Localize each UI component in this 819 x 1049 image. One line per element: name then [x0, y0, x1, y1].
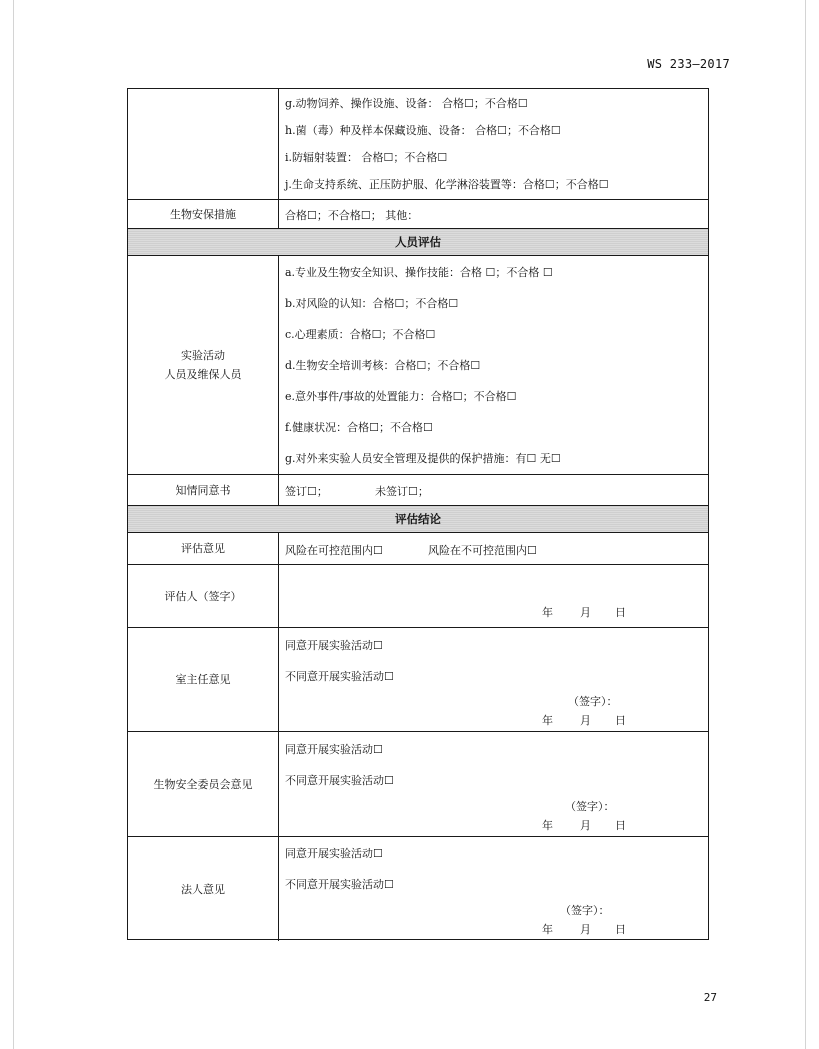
personnel-label-line2: 人员及维保人员 — [164, 368, 242, 381]
committee-label: 生物安全委员会意见 — [128, 732, 279, 836]
legal-row — [128, 837, 708, 941]
opinion-uncontrollable: 风险在不可控范围内☐ — [428, 544, 537, 557]
biosecurity-row — [128, 200, 708, 229]
assessor-label: 评估人（签字） — [128, 565, 279, 627]
director-sign: （签字）： — [568, 695, 618, 708]
personnel-items-cell — [278, 256, 708, 474]
personnel-item: c.心理素质：合格☐；不合格☐ — [285, 328, 436, 341]
page-left-border — [13, 0, 14, 1049]
facility-item-i: i.防辐射装置： 合格☐；不合格☐ — [285, 151, 448, 164]
biosecurity-cell — [278, 200, 708, 228]
facility-label-cell — [128, 89, 279, 199]
assessor-day: 日 — [615, 606, 626, 619]
consent-signed: 签订☐； — [285, 485, 328, 498]
consent-unsigned: 未签订☐； — [375, 485, 429, 498]
assessor-year: 年 — [542, 606, 553, 619]
committee-year: 年 — [542, 819, 553, 832]
personnel-item: f.健康状况：合格☐；不合格☐ — [285, 421, 433, 434]
page-number: 27 — [703, 991, 717, 1004]
conclusion-section-header: 评估结论 — [128, 506, 708, 533]
assessor-month: 月 — [580, 606, 591, 619]
director-disagree: 不同意开展实验活动☐ — [285, 670, 394, 683]
assessment-opinion-cell — [278, 533, 708, 564]
personnel-label — [128, 256, 279, 474]
biosecurity-value: 合格☐；不合格☐； 其他： — [285, 209, 419, 222]
committee-cell — [278, 732, 708, 836]
legal-sign: （签字）： — [560, 904, 610, 917]
legal-year: 年 — [542, 923, 553, 936]
director-agree: 同意开展实验活动☐ — [285, 639, 383, 652]
facility-items-cell — [278, 89, 708, 199]
facility-item-g: g.动物饲养、操作设施、设备： 合格☐；不合格☐ — [285, 97, 528, 110]
facility-item-h: h.菌（毒）种及样本保藏设施、设备： 合格☐；不合格☐ — [285, 124, 561, 137]
personnel-item: b.对风险的认知：合格☐；不合格☐ — [285, 297, 459, 310]
assessment-opinion-row — [128, 533, 708, 565]
facility-item-j: j.生命支持系统、正压防护服、化学淋浴装置等：合格☐；不合格☐ — [285, 178, 609, 191]
legal-disagree: 不同意开展实验活动☐ — [285, 878, 394, 891]
personnel-section-header: 人员评估 — [128, 229, 708, 256]
consent-cell — [278, 475, 708, 505]
legal-label: 法人意见 — [128, 837, 279, 941]
personnel-item: e.意外事件/事故的处置能力：合格☐；不合格☐ — [285, 390, 517, 403]
personnel-item: g.对外来实验人员安全管理及提供的保护措施：有☐ 无☐ — [285, 452, 561, 465]
opinion-controllable: 风险在可控范围内☐ — [285, 544, 383, 557]
committee-row — [128, 732, 708, 837]
assessment-form-table — [127, 88, 709, 940]
assessment-opinion-label: 评估意见 — [128, 533, 279, 564]
assessor-row — [128, 565, 708, 628]
personnel-row — [128, 256, 708, 475]
committee-sign: （签字）： — [565, 800, 615, 813]
assessor-cell — [278, 565, 708, 627]
legal-month: 月 — [580, 923, 591, 936]
committee-agree: 同意开展实验活动☐ — [285, 743, 383, 756]
personnel-item: a.专业及生物安全知识、操作技能：合格 ☐；不合格 ☐ — [285, 266, 553, 279]
facility-items-row — [128, 89, 708, 200]
committee-day: 日 — [615, 819, 626, 832]
document-code: WS 233—2017 — [647, 57, 730, 71]
page-right-border — [805, 0, 806, 1049]
biosecurity-label: 生物安保措施 — [128, 200, 279, 228]
legal-agree: 同意开展实验活动☐ — [285, 847, 383, 860]
director-cell — [278, 628, 708, 731]
personnel-label-line1: 实验活动 — [181, 349, 225, 362]
legal-day: 日 — [615, 923, 626, 936]
director-day: 日 — [615, 714, 626, 727]
committee-disagree: 不同意开展实验活动☐ — [285, 774, 394, 787]
legal-cell — [278, 837, 708, 941]
committee-month: 月 — [580, 819, 591, 832]
consent-label: 知情同意书 — [128, 475, 279, 505]
consent-row — [128, 475, 708, 506]
director-month: 月 — [580, 714, 591, 727]
director-label: 室主任意见 — [128, 628, 279, 731]
director-row — [128, 628, 708, 732]
personnel-item: d.生物安全培训考核：合格☐；不合格☐ — [285, 359, 481, 372]
director-year: 年 — [542, 714, 553, 727]
